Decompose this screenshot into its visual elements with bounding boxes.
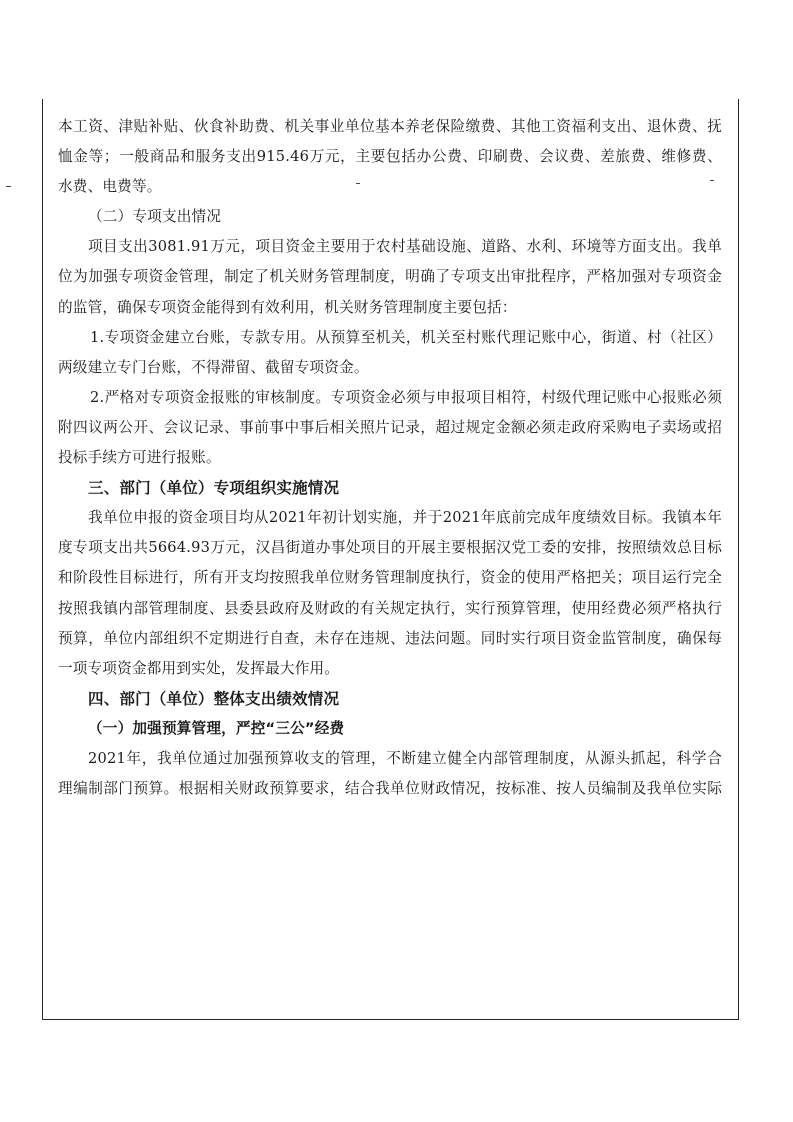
document-body [58, 112, 722, 804]
paragraph-line: 附四议两公开、会议记录、事前事中事后相关照片记录，超过规定金额必须走政府采购电子卖场或招 [58, 418, 722, 436]
paragraph-line: 的监管，确保专项资金能得到有效利用，机关财务管理制度主要包括： [58, 298, 517, 316]
paragraph-line: 恤金等；一般商品和服务支出915.46万元，主要包括办公费、印刷费、会议费、差旅费、维修费、 [58, 148, 722, 166]
paragraph-line: 按照我镇内部管理制度、县委县政府及财政的有关规定执行，实行预算管理，使用经费必须严格执行 [58, 599, 722, 617]
paragraph-line: 和阶段性目标进行，所有开支均按照我单位财务管理制度执行，资金的使用严格把关；项目运行完全 [58, 569, 722, 587]
subsection-heading: （一）加强预算管理，严控“三公”经费 [88, 719, 345, 737]
paragraph-line: 1.专项资金建立台账，专款专用。从预算至机关，机关至村账代理记账中心，街道、村（社区） [90, 328, 722, 346]
paragraph-line: 投标手续方可进行报账。 [58, 449, 221, 467]
paragraph-line: 我单位申报的资金项目均从2021年初计划实施，并于2021年底前完成年度绩效目标。我镇本年 [88, 509, 722, 527]
section-heading: （二）专项支出情况 [88, 208, 222, 226]
scan-mark [6, 186, 11, 187]
section-heading: 三、部门（单位）专项组织实施情况 [88, 479, 340, 498]
paragraph-line: 水费、电费等。 [58, 178, 162, 196]
paragraph-line: 度专项支出共5664.93万元，汉昌街道办事处项目的开展主要根据汉党工委的安排，按照绩效总目标 [58, 539, 722, 557]
paragraph-line: 两级建立专门台账，不得滞留、截留专项资金。 [58, 358, 369, 376]
paragraph-line: 本工资、津贴补贴、伙食补助费、机关事业单位基本养老保险缴费、其他工资福利支出、退休费、抚 [58, 118, 722, 135]
paragraph-line: 理编制部门预算。根据相关财政预算要求，结合我单位财政情况，按标准、按人员编制及我单位实际 [58, 780, 722, 798]
paragraph-line: 2.严格对专项资金报账的审核制度。专项资金必须与申报项目相符，村级代理记账中心报账必须 [90, 388, 722, 406]
paragraph-line: 一项专项资金都用到实处，发挥最大作用。 [58, 659, 340, 677]
section-heading: 四、部门（单位）整体支出绩效情况 [88, 689, 340, 708]
paragraph-line: 位为加强专项资金管理，制定了机关财务管理制度，明确了专项支出审批程序，严格加强对专项资金 [58, 268, 722, 286]
paragraph-line: 2021年，我单位通过加强预算收支的管理，不断建立健全内部管理制度，从源头抓起，科学合 [88, 749, 722, 767]
paragraph-line: 预算，单位内部组织不定期进行自查，未存在违规、违法问题。同时实行项目资金监管制度，确保每 [58, 629, 722, 647]
paragraph-line: 项目支出3081.91万元，项目资金主要用于农村基础设施、道路、水利、环境等方面支出。我单 [88, 238, 722, 256]
